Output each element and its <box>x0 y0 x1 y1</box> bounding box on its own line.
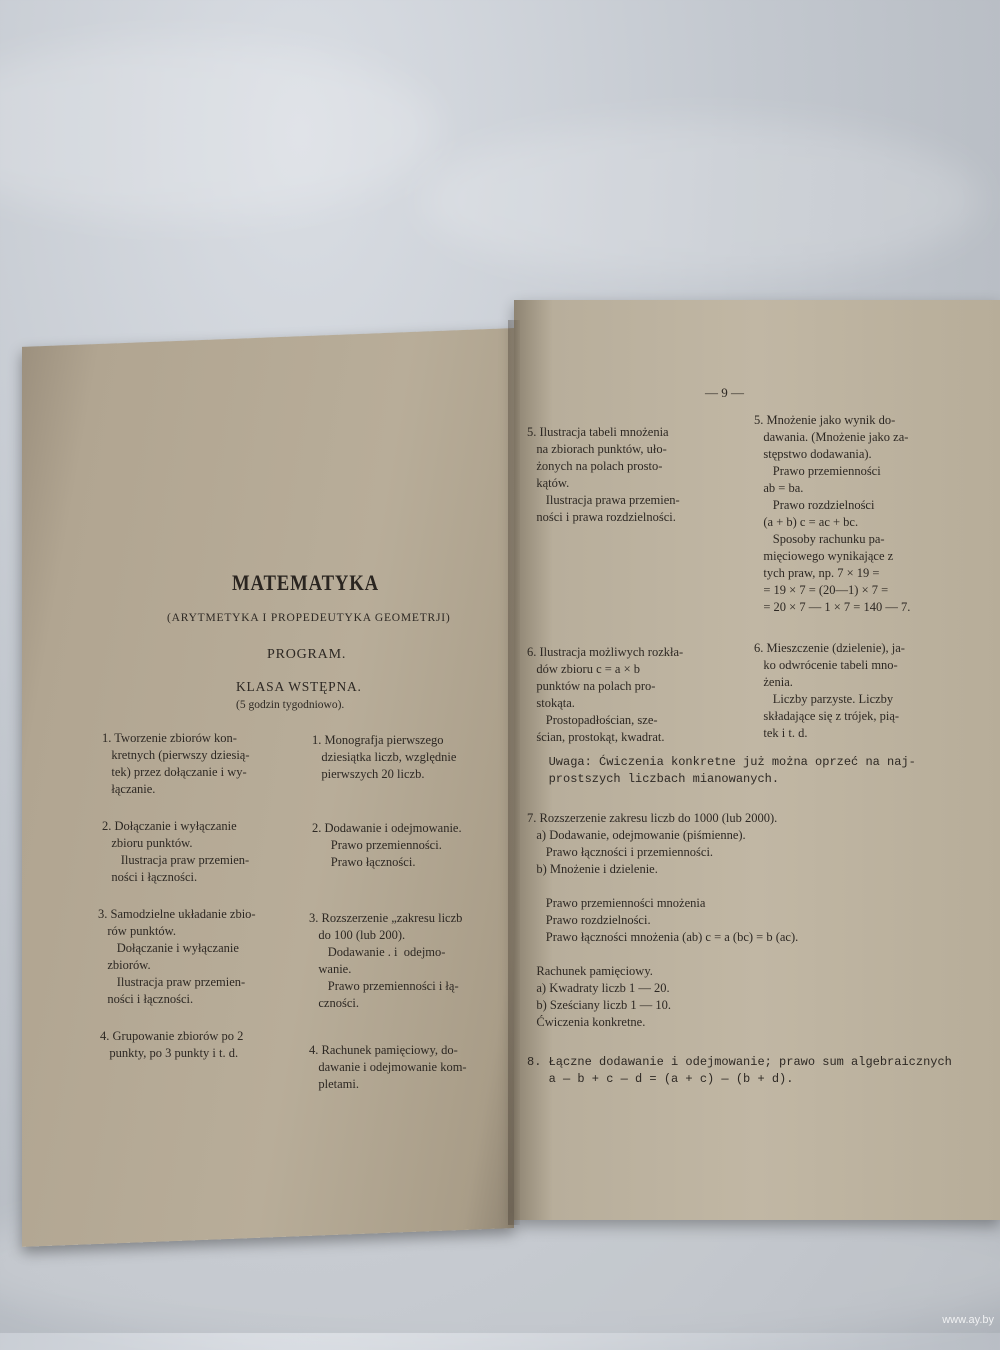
left-col-item-4: 4. Grupowanie zbiorów po 2 punkty, po 3 punkty i t. d. <box>100 1029 244 1060</box>
open-booklet <box>22 300 1000 1260</box>
page-title: MATEMATYKA <box>232 570 380 595</box>
note-uwaga: Uwaga: Ćwiczenia konkretne już można oprzeć na naj- prostszych liczbach mianowanych. <box>548 755 916 786</box>
item-7: 7. Rozszerzenie zakresu liczb do 1000 (lub 2000). a) Dodawanie, odejmowanie (piśmienne). Prawo łączności i przemienności. b) Mnożenie i dzielenie. Prawo przemienności mnożenia Prawo rozdzielności. Prawo łączności mnożenia (ab) c = a (bc) = b (ac). Rachunek pamięciowy. a) Kwadraty liczb 1 — 20. b) Sześciany liczb 1 — 10. Ćwiczenia konkretne. <box>527 811 799 1029</box>
program-heading: PROGRAM. <box>267 647 347 662</box>
right-col-item-4: 4. Rachunek pamięciowy, do- dawanie i odejmowanie kom- pletami. <box>309 1043 467 1091</box>
hours-note: (5 godzin tygodniowo). <box>236 699 345 711</box>
left-page <box>22 328 514 1247</box>
class-heading: KLASA WSTĘPNA. <box>236 679 362 694</box>
item-6-right: 6. Mieszczenie (dzielenie), ja- ko odwrócenie tabeli mno- żenia. Liczby parzyste. Liczby składające się z trójek, pią- tek i t. d. <box>754 641 905 740</box>
watermark: www.ay.by <box>942 1314 994 1326</box>
item-6-left: 6. Ilustracja możliwych rozkła- dów zbioru c = a × b punktów na polach pro- stokąta. Prostopadłościan, sze- ścian, prostokąt, kwadrat. <box>527 645 684 744</box>
right-col-item-2: 2. Dodawanie i odejmowanie. Prawo przemienności. Prawo łączności. <box>312 821 462 869</box>
left-col-item-1: 1. Tworzenie zbiorów kon- kretnych (pierwszy dziesią- tek) przez dołączanie i wy- łączanie. <box>102 731 250 796</box>
left-col-item-2: 2. Dołączanie i wyłączanie zbioru punktów. Ilustracja praw przemien- ności i łączności. <box>102 819 250 884</box>
right-col-item-1: 1. Monografja pierwszego dziesiątka liczb, względnie pierwszych 20 liczb. <box>312 733 457 781</box>
right-col-item-3: 3. Rozszerzenie „zakresu liczb do 100 (lub 200). Dodawanie . i odejmo- wanie. Prawo przemienności i łą- czności. <box>309 911 463 1010</box>
book-gutter <box>508 320 520 1225</box>
page-subtitle: (ARYTMETYKA I PROPEDEUTYKA GEOMETRJI) <box>167 612 451 624</box>
left-col-item-3: 3. Samodzielne układanie zbio- rów punktów. Dołączanie i wyłączanie zbiorów. Ilustracja praw przemien- ności i łączności. <box>98 907 256 1006</box>
page-number: — 9 — <box>705 385 744 400</box>
item-8: 8. Łączne dodawanie i odejmowanie; prawo sum algebraicznych a — b + c — d = (a + c) — (b + d). <box>527 1055 952 1086</box>
item-5-left: 5. Ilustracja tabeli mnożenia na zbiorach punktów, uło- żonych na polach prosto- kątów. Ilustracja prawa przemien- ności i prawa rozdzielności. <box>527 425 680 524</box>
item-5-right: 5. Mnożenie jako wynik do- dawania. (Mnożenie jako za- stępstwo dodawania). Prawo przemienności ab = ba. Prawo rozdzielności (a + b) c = ac + bc. Sposoby rachunku pa- mięciowego wynikające z tych praw, np. 7 × 19 = = 19 × 7 = (20—1) × 7 = = 20 × 7 — 1 × 7 = 140 — 7. <box>754 413 911 614</box>
